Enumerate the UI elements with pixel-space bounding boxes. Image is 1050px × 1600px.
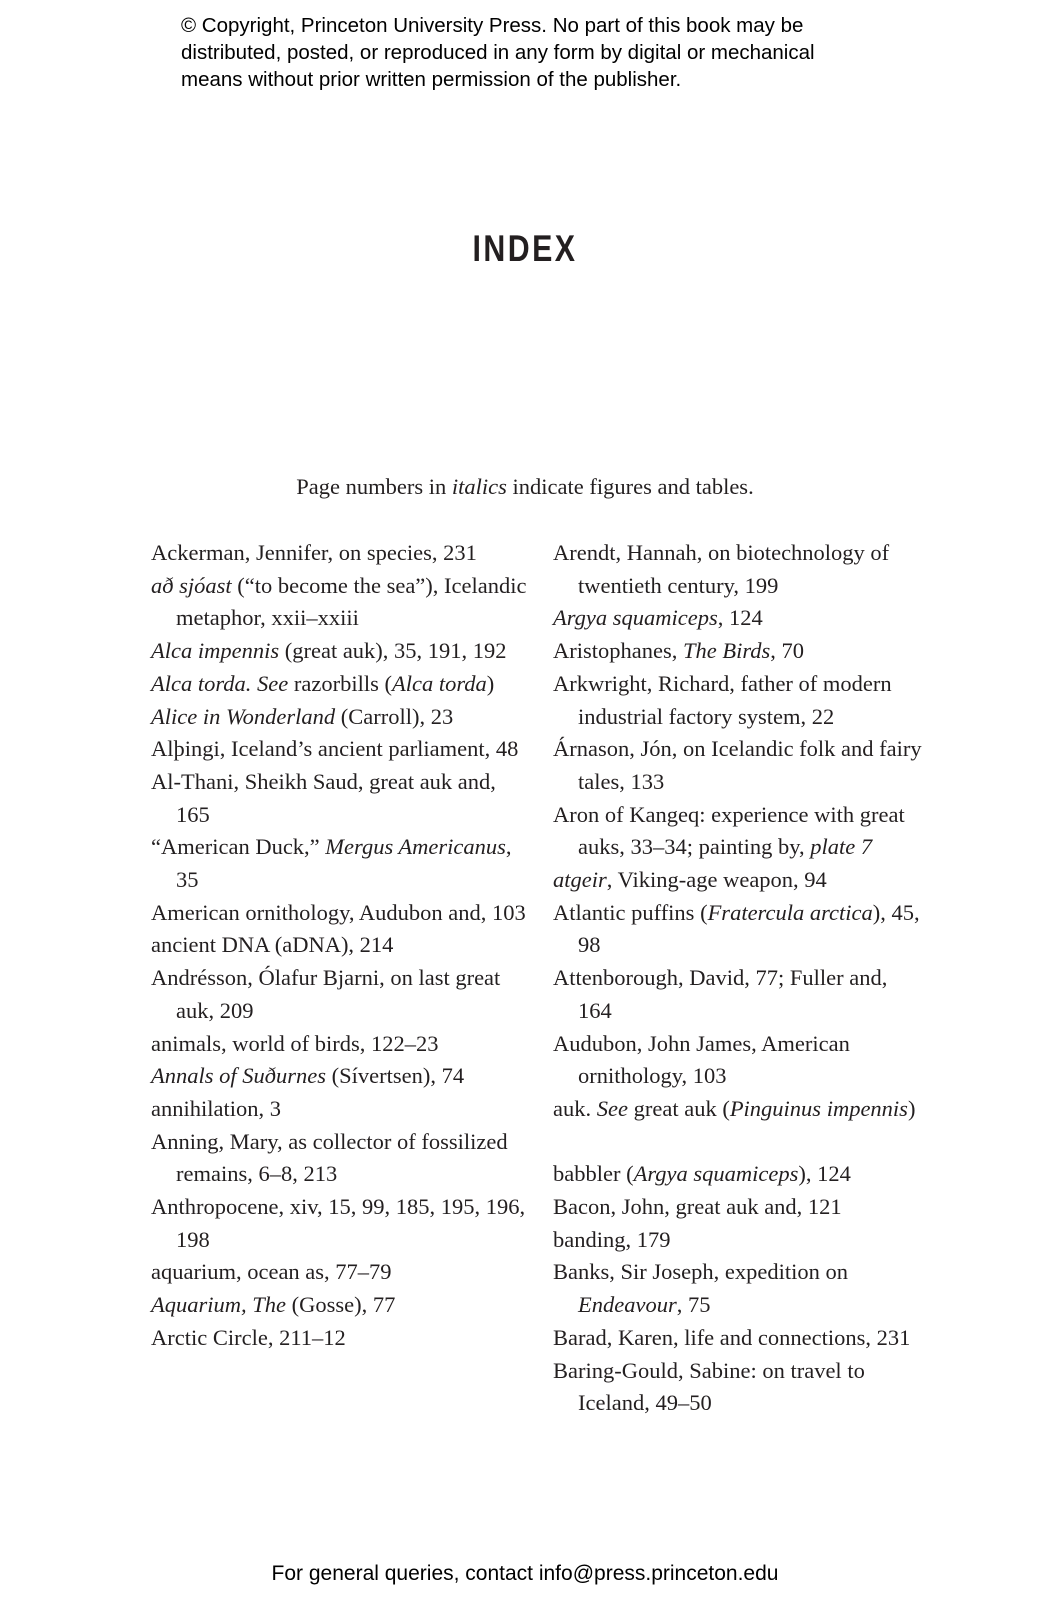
copyright-line-1: © Copyright, Princeton University Press. No part of this book may be: [181, 14, 804, 37]
index-entry: [553, 1322, 923, 1355]
entry-text: Attenborough, David, 77; Fuller and, 164: [553, 965, 888, 1023]
entry-text: (Gosse), 77: [286, 1292, 396, 1318]
page-title: INDEX: [472, 228, 578, 269]
index-entry: [553, 537, 923, 602]
entry-text: Arendt, Hannah, on biotechnology of twentieth century, 199: [553, 540, 890, 598]
entry-text: Andrésson, Ólafur Bjarni, on last great auk, 209: [151, 965, 501, 1023]
entry-text: Banks, Sir Joseph, expedition on: [553, 1259, 848, 1285]
entry-text: , 124: [717, 605, 763, 631]
index-entry: [553, 962, 923, 1027]
entry-text: Anthropocene, xiv, 15, 99, 185, 195, 196, 198: [151, 1194, 526, 1252]
index-entry: [151, 668, 531, 701]
entry-text-italic: Pinguinus impennis: [729, 1095, 908, 1121]
index-entry: [151, 701, 531, 734]
entry-text: Audubon, John James, American ornithology, 103: [553, 1030, 850, 1089]
entry-text: ): [907, 1095, 916, 1121]
index-entry: [553, 864, 923, 897]
index-entry: [151, 1028, 531, 1061]
index-entry: [553, 1158, 923, 1191]
entry-text: , Viking-age weapon, 94: [606, 867, 827, 893]
entry-text-italic: The Birds: [682, 638, 771, 664]
entry-text-italic: Argya squamiceps: [553, 605, 718, 631]
entry-text-italic: Alca torda: [391, 670, 487, 696]
note-text-italic: italics: [451, 474, 507, 499]
index-entry: [553, 1256, 923, 1321]
index-entry: [151, 1093, 531, 1126]
entry-text: Alþingi, Iceland’s ancient parliament, 48: [151, 736, 519, 762]
note-text-after: indicate figures and tables.: [506, 474, 754, 499]
entry-text: Ackerman, Jennifer, on species, 231: [151, 540, 477, 565]
entry-text: Atlantic puffins (: [553, 899, 708, 925]
entry-text: Arkwright, Richard, father of modern industrial factory system, 22: [553, 670, 892, 729]
entry-text: Aron of Kangeq: experience with great auks, 33–34; painting by,: [553, 801, 905, 860]
index-entry: [553, 1093, 923, 1126]
copyright-line-2: distributed, posted, or reproduced in any form by digital or mechanical: [181, 41, 815, 64]
index-entry: [151, 1256, 531, 1289]
index-entry: [151, 1126, 531, 1191]
index-entry: [151, 1191, 531, 1256]
letter-group-gap: [553, 1126, 923, 1159]
entry-text-italic: Alice in Wonderland: [151, 703, 336, 729]
entry-text: animals, world of birds, 122–23: [151, 1030, 439, 1056]
index-entry: [553, 1028, 923, 1093]
entry-text-italic: Endeavour: [578, 1292, 677, 1318]
entry-text: ): [486, 670, 495, 696]
entry-text: Aristophanes,: [553, 638, 683, 664]
index-entry: [553, 1224, 923, 1257]
footer-contact: For general queries, contact info@press.princeton.edu: [271, 1562, 779, 1585]
index-entry: [553, 1355, 923, 1420]
entry-text: Bacon, John, great auk and, 121: [553, 1194, 842, 1220]
entry-text: (great auk), 35, 191, 192: [279, 638, 507, 664]
entry-text: , 70: [770, 638, 805, 664]
entry-text-italic: See: [596, 1095, 628, 1121]
entry-text-italic: atgeir: [553, 867, 607, 893]
entry-text: Barad, Karen, life and connections, 231: [553, 1324, 911, 1350]
index-note: [0, 472, 1050, 502]
index-entry: [151, 635, 531, 668]
copyright-line-3: means without prior written permission of the publisher.: [181, 68, 682, 91]
entry-text: babbler (: [553, 1161, 634, 1187]
entry-text: great auk (: [627, 1095, 730, 1121]
index-column-right: [553, 537, 923, 1420]
entry-text-italic: að sjóast: [151, 572, 232, 598]
index-entry: [553, 668, 923, 733]
index-entry: [553, 1191, 923, 1224]
note-text-before: Page numbers in: [296, 474, 452, 499]
index-entry: [151, 1322, 531, 1355]
entry-text: auk.: [553, 1095, 597, 1121]
entry-text-italic: Alca impennis: [151, 638, 280, 664]
index-entry: [151, 733, 531, 766]
entry-text: (Sívertsen), 74: [326, 1063, 465, 1089]
entry-text: Anning, Mary, as collector of fossilized remains, 6–8, 213: [151, 1128, 508, 1187]
index-entry: [151, 570, 531, 635]
index-entry: [151, 831, 531, 896]
entry-text-italic: Aquarium, The: [151, 1292, 286, 1318]
index-entry: [151, 1289, 531, 1322]
index-entry: [151, 537, 531, 570]
index-entry: [553, 635, 923, 668]
index-entry: [151, 929, 531, 962]
index-entry: [151, 962, 531, 1027]
index-entry: [553, 733, 923, 798]
entry-text: Al-Thani, Sheikh Saud, great auk and, 165: [151, 768, 496, 827]
entry-text: American ornithology, Audubon and, 103: [151, 899, 526, 925]
entry-text: razorbills (: [288, 670, 392, 696]
entry-text-italic: Annals of Suðurnes: [151, 1063, 327, 1089]
entry-text: Baring-Gould, Sabine: on travel to Iceland, 49–50: [553, 1357, 865, 1416]
entry-text: Árnason, Jón, on Icelandic folk and fairy tales, 133: [553, 736, 922, 794]
index-entry: [553, 799, 923, 864]
entry-text-italic: Mergus Americanus: [325, 834, 506, 860]
entry-text: , 75: [676, 1292, 711, 1318]
index-entry: [151, 1060, 531, 1093]
entry-text-italic: Alca torda. See: [151, 670, 289, 696]
entry-text: Arctic Circle, 211–12: [151, 1324, 346, 1350]
entry-text: aquarium, ocean as, 77–79: [151, 1259, 392, 1285]
entry-text-italic: Fratercula arctica: [707, 899, 873, 925]
entry-text: ), 124: [798, 1161, 851, 1187]
index-column-left: [151, 537, 531, 1355]
entry-text: ancient DNA (aDNA), 214: [151, 932, 394, 958]
index-entry: [151, 897, 531, 930]
index-entry: [151, 766, 531, 831]
entry-text-italic: plate 7: [810, 834, 873, 860]
entry-text-italic: Argya squamiceps: [633, 1161, 799, 1187]
index-entry: [553, 602, 923, 635]
entry-text: annihilation, 3: [151, 1095, 281, 1121]
copyright-notice: [181, 12, 901, 93]
index-entry: [553, 897, 923, 962]
entry-text: (Carroll), 23: [335, 703, 454, 729]
entry-text: , 35: [176, 834, 512, 893]
entry-text: (“to become the sea”), Icelandic metaphor, xxii–xxiii: [176, 572, 527, 631]
entry-text: banding, 179: [553, 1226, 671, 1252]
entry-text: “American Duck,”: [151, 834, 326, 860]
entry-text: ), 45, 98: [578, 899, 920, 958]
